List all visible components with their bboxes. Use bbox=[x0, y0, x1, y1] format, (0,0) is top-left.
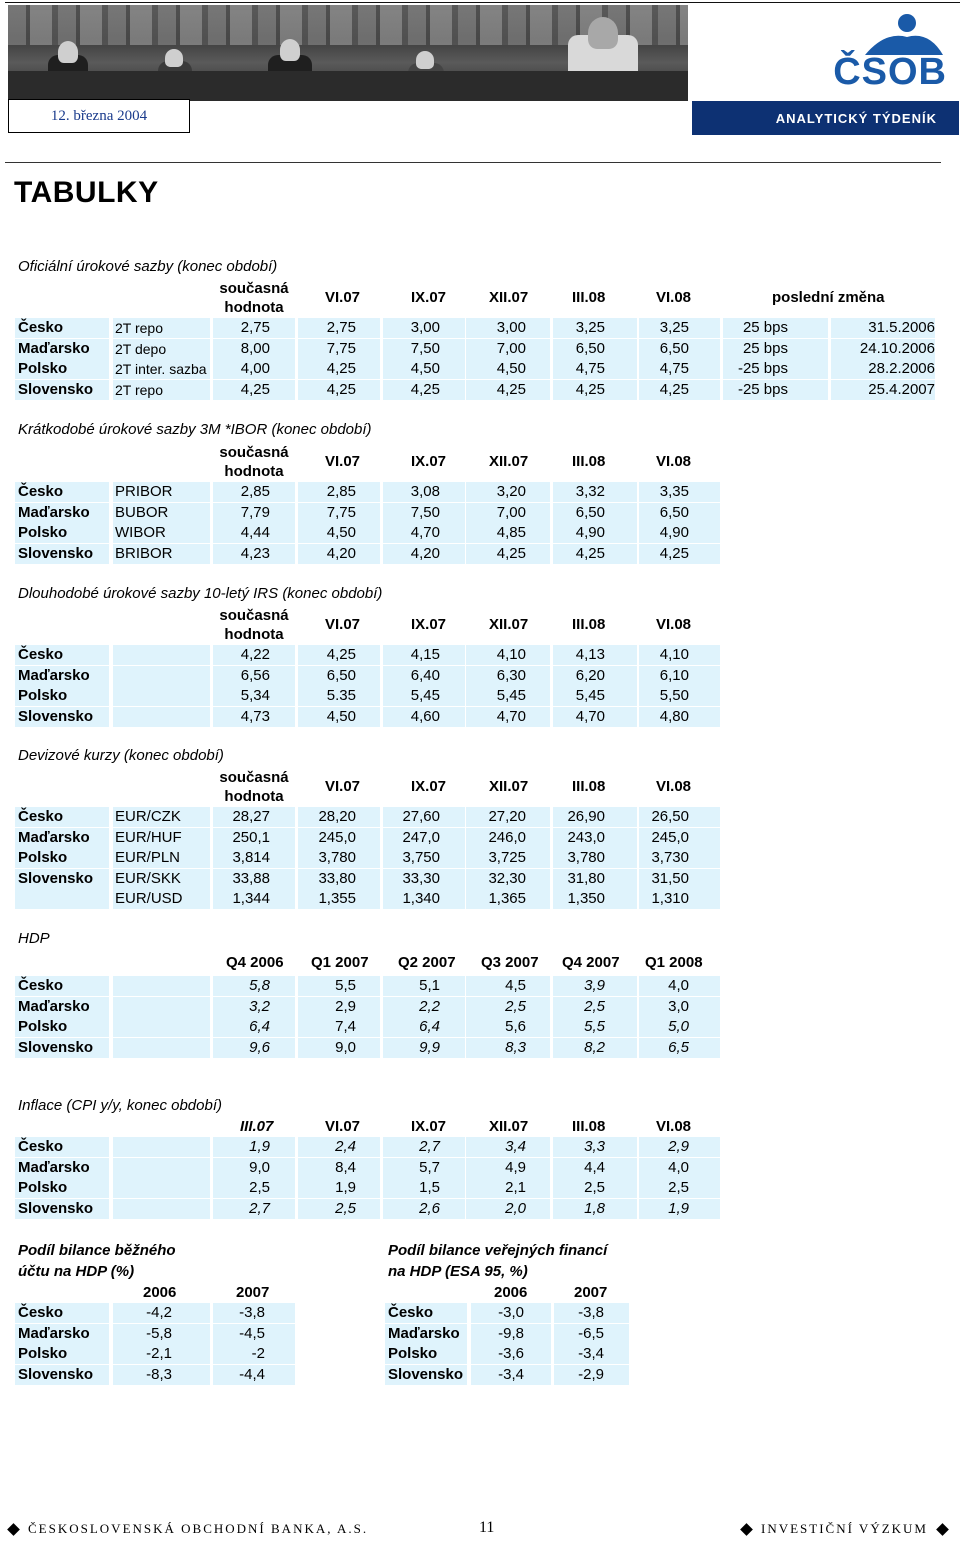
instrument-label: EUR/SKK bbox=[115, 869, 181, 887]
row-highlight bbox=[113, 1137, 210, 1157]
row-highlight bbox=[113, 707, 210, 727]
value-cell: 1,350 bbox=[567, 890, 605, 907]
value-cell: 28,20 bbox=[318, 808, 356, 825]
csob-logo bbox=[692, 5, 959, 101]
value-cell: 4,75 bbox=[659, 360, 689, 377]
value-cell: 247,0 bbox=[402, 828, 440, 846]
value-cell: 6,56 bbox=[240, 666, 270, 684]
value-cell: 3,0 bbox=[668, 997, 689, 1015]
country-label: Maďarsko bbox=[18, 503, 90, 521]
row-highlight bbox=[113, 1017, 210, 1037]
diamond-icon bbox=[740, 1523, 753, 1536]
value-cell: 4,73 bbox=[240, 707, 270, 725]
value-cell: 31,80 bbox=[567, 869, 605, 887]
value-cell: 4,60 bbox=[410, 707, 440, 725]
value-cell: 7,75 bbox=[326, 339, 356, 357]
country-label: Maďarsko bbox=[18, 1324, 90, 1342]
value-cell: 5,34 bbox=[240, 687, 270, 704]
value-cell: 245,0 bbox=[651, 828, 689, 846]
diamond-icon bbox=[7, 1523, 20, 1536]
official-rates-header: IX.07 bbox=[411, 289, 447, 306]
short-rates-header: VI.07 bbox=[325, 453, 361, 470]
short-rates-header: VI.08 bbox=[656, 453, 692, 470]
row-highlight bbox=[113, 645, 210, 665]
value-cell: 2,5 bbox=[584, 997, 605, 1015]
value-cell: 3,780 bbox=[318, 849, 356, 866]
value-cell: -4,4 bbox=[239, 1365, 265, 1383]
last-change-value: -25 bps bbox=[737, 360, 788, 377]
country-label: Česko bbox=[18, 808, 64, 825]
value-cell: 4,70 bbox=[410, 524, 440, 541]
value-cell: 4,25 bbox=[326, 646, 356, 663]
value-cell: 4,90 bbox=[575, 524, 605, 541]
country-label: Polsko bbox=[18, 524, 68, 541]
inflation-header: IX.07 bbox=[411, 1118, 447, 1135]
short-rates-header: IX.07 bbox=[411, 453, 447, 470]
value-cell: 4,00 bbox=[240, 360, 270, 377]
value-cell: -8,3 bbox=[146, 1365, 172, 1383]
value-cell: 5.35 bbox=[326, 687, 356, 704]
country-label: Slovensko bbox=[18, 869, 94, 887]
value-cell: 2,2 bbox=[419, 997, 440, 1015]
country-label: Polsko bbox=[18, 1018, 68, 1035]
value-cell: 33,88 bbox=[232, 869, 270, 887]
value-cell: 33,80 bbox=[318, 869, 356, 887]
value-cell: 1,9 bbox=[668, 1199, 689, 1217]
instrument-label: BRIBOR bbox=[115, 544, 173, 562]
value-cell: 4,50 bbox=[410, 360, 440, 377]
last-change-date: 25.4.2007 bbox=[868, 380, 935, 398]
page-footer bbox=[5, 1516, 955, 1542]
value-cell: 4,25 bbox=[659, 380, 689, 398]
value-cell: 4,25 bbox=[410, 380, 440, 398]
instrument-label: EUR/HUF bbox=[115, 828, 182, 846]
last-change-date: 24.10.2006 bbox=[859, 339, 935, 357]
row-highlight bbox=[113, 686, 210, 706]
value-cell: 5,50 bbox=[659, 687, 689, 704]
value-cell: 4,15 bbox=[410, 646, 440, 663]
value-cell: 5,8 bbox=[249, 977, 270, 994]
value-cell: 2,9 bbox=[668, 1138, 689, 1155]
value-cell: 246,0 bbox=[488, 828, 526, 846]
value-cell: 4,25 bbox=[326, 380, 356, 398]
country-label: Česko bbox=[18, 977, 64, 994]
value-cell: 4,50 bbox=[326, 524, 356, 541]
fx-rates-header-current: současná hodnota bbox=[219, 769, 289, 805]
value-cell: 6,50 bbox=[326, 666, 356, 684]
country-label: Slovensko bbox=[18, 707, 94, 725]
value-cell: 9,6 bbox=[249, 1038, 270, 1056]
last-change-value: 25 bps bbox=[742, 339, 788, 357]
country-label: Slovensko bbox=[18, 544, 94, 562]
value-cell: 5,7 bbox=[419, 1158, 440, 1176]
page-header bbox=[5, 2, 960, 133]
country-label: Česko bbox=[18, 646, 64, 663]
value-cell: 7,50 bbox=[410, 503, 440, 521]
value-cell: 32,30 bbox=[488, 869, 526, 887]
value-cell: 3,35 bbox=[659, 483, 689, 500]
inflation-title: Inflace (CPI y/y, konec období) bbox=[18, 1097, 222, 1114]
value-cell: 4,4 bbox=[584, 1158, 605, 1176]
last-change-date: 31.5.2006 bbox=[868, 319, 935, 336]
inflation-header: VI.08 bbox=[656, 1118, 692, 1135]
value-cell: -6,5 bbox=[578, 1324, 604, 1342]
value-cell: 3,725 bbox=[488, 849, 526, 866]
official-rates-header: VI.07 bbox=[325, 289, 361, 306]
long-rates-header: XII.07 bbox=[489, 616, 529, 633]
value-cell: 1,365 bbox=[488, 890, 526, 907]
value-cell: 2,7 bbox=[249, 1199, 270, 1217]
value-cell: 2,75 bbox=[240, 319, 270, 336]
value-cell: -3,0 bbox=[498, 1304, 524, 1321]
value-cell: 2,5 bbox=[668, 1179, 689, 1196]
value-cell: 8,2 bbox=[584, 1038, 605, 1056]
country-label: Slovensko bbox=[18, 1365, 94, 1383]
value-cell: 3,814 bbox=[232, 849, 270, 866]
long-rates-header-current: současná hodnota bbox=[219, 607, 289, 643]
value-cell: -3,4 bbox=[578, 1345, 604, 1362]
official-rates-title: Oficiální úrokové sazby (konec období) bbox=[18, 258, 278, 275]
row-highlight bbox=[113, 1199, 210, 1219]
public-finance-header: 2006 bbox=[494, 1284, 528, 1301]
value-cell: 6,20 bbox=[575, 666, 605, 684]
value-cell: 4,85 bbox=[496, 524, 526, 541]
value-cell: 8,00 bbox=[240, 339, 270, 357]
long-rates-header: IX.07 bbox=[411, 616, 447, 633]
value-cell: 245,0 bbox=[318, 828, 356, 846]
value-cell: 31,50 bbox=[651, 869, 689, 887]
instrument-label: 2T repo bbox=[115, 320, 163, 336]
header-divider bbox=[5, 162, 941, 163]
value-cell: 7,4 bbox=[335, 1018, 356, 1035]
publication-title: ANALYTICKÝ TÝDENÍK bbox=[692, 101, 959, 135]
country-label: Maďarsko bbox=[18, 666, 90, 684]
instrument-label: EUR/PLN bbox=[115, 849, 181, 866]
fx-rates-header: XII.07 bbox=[489, 778, 529, 795]
current-account-header: 2007 bbox=[236, 1284, 270, 1301]
row-highlight bbox=[113, 666, 210, 686]
country-label: Česko bbox=[18, 1138, 64, 1155]
value-cell: 6,50 bbox=[659, 503, 689, 521]
value-cell: 4,0 bbox=[668, 1158, 689, 1176]
value-cell: 7,00 bbox=[496, 339, 526, 357]
header-photo bbox=[8, 5, 688, 101]
value-cell: 3,08 bbox=[410, 483, 440, 500]
country-label: Polsko bbox=[18, 849, 68, 866]
value-cell: 7,75 bbox=[326, 503, 356, 521]
value-cell: 5,45 bbox=[496, 687, 526, 704]
value-cell: 2,5 bbox=[584, 1179, 605, 1196]
fx-rates-header: III.08 bbox=[572, 778, 606, 795]
value-cell: 27,60 bbox=[402, 808, 440, 825]
value-cell: 5,0 bbox=[668, 1018, 689, 1035]
instrument-label: EUR/CZK bbox=[115, 808, 181, 825]
country-label: Slovensko bbox=[18, 1038, 94, 1056]
long-rates-title: Dlouhodobé úrokové sazby 10-letý IRS (konec období) bbox=[18, 585, 383, 602]
country-label: Česko bbox=[388, 1304, 434, 1321]
value-cell: 27,20 bbox=[488, 808, 526, 825]
value-cell: 4,23 bbox=[240, 544, 270, 562]
current-account-title-1: Podíl bilance běžného bbox=[18, 1242, 176, 1259]
value-cell: 4,25 bbox=[575, 380, 605, 398]
value-cell: 33,30 bbox=[402, 869, 440, 887]
value-cell: 3,3 bbox=[584, 1138, 605, 1155]
value-cell: 2,4 bbox=[335, 1138, 356, 1155]
value-cell: 3,750 bbox=[402, 849, 440, 866]
page-number: 11 bbox=[479, 1519, 495, 1536]
value-cell: -3,4 bbox=[498, 1365, 524, 1383]
value-cell: -4,2 bbox=[146, 1304, 172, 1321]
diamond-icon bbox=[936, 1523, 949, 1536]
value-cell: 4,25 bbox=[240, 380, 270, 398]
value-cell: 2,5 bbox=[249, 1179, 270, 1196]
country-label: Maďarsko bbox=[388, 1324, 460, 1342]
value-cell: -9,8 bbox=[498, 1324, 524, 1342]
value-cell: 6,30 bbox=[496, 666, 526, 684]
value-cell: 6,50 bbox=[659, 339, 689, 357]
country-label: Polsko bbox=[388, 1345, 438, 1362]
value-cell: 4,25 bbox=[496, 380, 526, 398]
value-cell: 3,00 bbox=[410, 319, 440, 336]
country-label: Česko bbox=[18, 1304, 64, 1321]
value-cell: 4,10 bbox=[496, 646, 526, 663]
value-cell: -2,1 bbox=[146, 1345, 172, 1362]
value-cell: 5,45 bbox=[410, 687, 440, 704]
value-cell: 2,9 bbox=[335, 997, 356, 1015]
row-highlight bbox=[113, 1158, 210, 1178]
value-cell: -5,8 bbox=[146, 1324, 172, 1342]
inflation-header: III.08 bbox=[572, 1118, 606, 1135]
short-rates-title: Krátkodobé úrokové sazby 3M *IBOR (konec období) bbox=[18, 421, 372, 438]
value-cell: -3,8 bbox=[239, 1304, 265, 1321]
page-title: TABULKY bbox=[14, 176, 159, 209]
instrument-label: BUBOR bbox=[115, 503, 169, 521]
value-cell: 2,0 bbox=[505, 1199, 526, 1217]
value-cell: 26,50 bbox=[651, 808, 689, 825]
value-cell: 4,25 bbox=[575, 544, 605, 562]
official-rates-header-current: současná hodnota bbox=[219, 280, 289, 316]
value-cell: 4,25 bbox=[326, 360, 356, 377]
country-label: Česko bbox=[18, 319, 64, 336]
country-label: Polsko bbox=[18, 1179, 68, 1196]
public-finance-header: 2007 bbox=[574, 1284, 608, 1301]
value-cell: 5,45 bbox=[575, 687, 605, 704]
value-cell: 7,79 bbox=[240, 503, 270, 521]
inflation-header: III.07 bbox=[240, 1118, 274, 1135]
instrument-label: 2T inter. sazba bbox=[115, 361, 207, 377]
value-cell: 6,10 bbox=[659, 666, 689, 684]
value-cell: 3,25 bbox=[659, 319, 689, 336]
value-cell: -3,6 bbox=[498, 1345, 524, 1362]
value-cell: 6,4 bbox=[249, 1018, 270, 1035]
value-cell: 4,50 bbox=[326, 707, 356, 725]
value-cell: 8,4 bbox=[335, 1158, 356, 1176]
value-cell: 4,10 bbox=[659, 646, 689, 663]
value-cell: 5,5 bbox=[335, 977, 356, 994]
value-cell: 2,5 bbox=[505, 997, 526, 1015]
value-cell: 4,0 bbox=[668, 977, 689, 994]
country-label: Česko bbox=[18, 483, 64, 500]
value-cell: 6,50 bbox=[575, 339, 605, 357]
value-cell: 2,7 bbox=[419, 1138, 440, 1155]
gdp-header: Q3 2007 bbox=[481, 954, 539, 971]
value-cell: 2,1 bbox=[505, 1179, 526, 1196]
brand-name: ČSOB bbox=[833, 51, 947, 93]
value-cell: 3,730 bbox=[651, 849, 689, 866]
country-label: Slovensko bbox=[18, 380, 94, 398]
gdp-header: Q4 2006 bbox=[226, 954, 284, 971]
public-finance-title-1: Podíl bilance veřejných financí bbox=[388, 1242, 608, 1259]
instrument-label: EUR/USD bbox=[115, 890, 183, 907]
value-cell: 2,85 bbox=[326, 483, 356, 500]
value-cell: 1,8 bbox=[584, 1199, 605, 1217]
instrument-label: 2T repo bbox=[115, 381, 163, 398]
value-cell: 26,90 bbox=[567, 808, 605, 825]
value-cell: 3,00 bbox=[496, 319, 526, 336]
value-cell: 6,50 bbox=[575, 503, 605, 521]
value-cell: 3,25 bbox=[575, 319, 605, 336]
official-rates-header: XII.07 bbox=[489, 289, 529, 306]
value-cell: 1,5 bbox=[419, 1179, 440, 1196]
country-label: Polsko bbox=[18, 687, 68, 704]
value-cell: 5,1 bbox=[419, 977, 440, 994]
instrument-label: WIBOR bbox=[115, 524, 166, 541]
gdp-title: HDP bbox=[18, 930, 50, 947]
inflation-header: XII.07 bbox=[489, 1118, 529, 1135]
value-cell: 3,9 bbox=[584, 977, 605, 994]
value-cell: 2,5 bbox=[335, 1199, 356, 1217]
value-cell: 2,6 bbox=[419, 1199, 440, 1217]
value-cell: 1,9 bbox=[249, 1138, 270, 1155]
value-cell: 1,310 bbox=[651, 890, 689, 907]
value-cell: -2 bbox=[251, 1345, 265, 1362]
value-cell: 4,90 bbox=[659, 524, 689, 541]
value-cell: 3,2 bbox=[249, 997, 270, 1015]
value-cell: 6,5 bbox=[668, 1038, 689, 1056]
value-cell: 4,50 bbox=[496, 360, 526, 377]
value-cell: 3,20 bbox=[496, 483, 526, 500]
value-cell: 6,40 bbox=[410, 666, 440, 684]
fx-rates-header: VI.07 bbox=[325, 778, 361, 795]
gdp-header: Q4 2007 bbox=[562, 954, 620, 971]
long-rates-header: III.08 bbox=[572, 616, 606, 633]
value-cell: 9,9 bbox=[419, 1038, 440, 1056]
official-rates-header-last-change: poslední změna bbox=[772, 289, 885, 306]
long-rates-header: VI.07 bbox=[325, 616, 361, 633]
value-cell: 1,9 bbox=[335, 1179, 356, 1196]
instrument-label: 2T depo bbox=[115, 340, 167, 357]
fx-rates-header: IX.07 bbox=[411, 778, 447, 795]
value-cell: 4,80 bbox=[659, 707, 689, 725]
value-cell: 4,25 bbox=[659, 544, 689, 562]
value-cell: -2,9 bbox=[578, 1365, 604, 1383]
value-cell: 3,32 bbox=[575, 483, 605, 500]
value-cell: 250,1 bbox=[232, 828, 270, 846]
value-cell: 1,355 bbox=[318, 890, 356, 907]
value-cell: 28,27 bbox=[232, 808, 270, 825]
country-label: Maďarsko bbox=[18, 339, 90, 357]
value-cell: 4,70 bbox=[575, 707, 605, 725]
row-highlight bbox=[113, 976, 210, 996]
value-cell: 8,3 bbox=[505, 1038, 526, 1056]
country-label: Polsko bbox=[18, 1345, 68, 1362]
short-rates-header-current: současná hodnota bbox=[219, 444, 289, 480]
value-cell: 1,340 bbox=[402, 890, 440, 907]
gdp-header: Q1 2007 bbox=[311, 954, 369, 971]
value-cell: -3,8 bbox=[578, 1304, 604, 1321]
value-cell: 6,4 bbox=[419, 1018, 440, 1035]
value-cell: 4,9 bbox=[505, 1158, 526, 1176]
value-cell: 4,22 bbox=[240, 646, 270, 663]
value-cell: -4,5 bbox=[239, 1324, 265, 1342]
short-rates-header: XII.07 bbox=[489, 453, 529, 470]
official-rates-header: III.08 bbox=[572, 289, 606, 306]
value-cell: 2,85 bbox=[240, 483, 270, 500]
value-cell: 9,0 bbox=[335, 1038, 356, 1056]
fx-rates-header: VI.08 bbox=[656, 778, 692, 795]
value-cell: 4,25 bbox=[496, 544, 526, 562]
inflation-header: VI.07 bbox=[325, 1118, 361, 1135]
value-cell: 1,344 bbox=[232, 890, 270, 907]
country-label: Slovensko bbox=[18, 1199, 94, 1217]
country-label: Slovensko bbox=[388, 1365, 464, 1383]
country-label: Polsko bbox=[18, 360, 68, 377]
value-cell: 4,70 bbox=[496, 707, 526, 725]
row-highlight bbox=[15, 889, 109, 909]
fx-rates-title: Devizové kurzy (konec období) bbox=[18, 747, 224, 764]
last-change-date: 28.2.2006 bbox=[868, 360, 935, 377]
value-cell: 4,5 bbox=[505, 977, 526, 994]
short-rates-header: III.08 bbox=[572, 453, 606, 470]
value-cell: 4,75 bbox=[575, 360, 605, 377]
value-cell: 4,20 bbox=[410, 544, 440, 562]
footer-left: ČESKOSLOVENSKÁ OBCHODNÍ BANKA, A.S. bbox=[9, 1521, 368, 1537]
value-cell: 4,44 bbox=[240, 524, 270, 541]
current-account-title-2: účtu na HDP (%) bbox=[18, 1263, 135, 1280]
gdp-header: Q1 2008 bbox=[645, 954, 703, 971]
value-cell: 7,00 bbox=[496, 503, 526, 521]
value-cell: 4,13 bbox=[575, 646, 605, 663]
row-highlight bbox=[113, 1178, 210, 1198]
value-cell: 243,0 bbox=[567, 828, 605, 846]
value-cell: 9,0 bbox=[249, 1158, 270, 1176]
country-label: Maďarsko bbox=[18, 1158, 90, 1176]
footer-right: INVESTIČNÍ VÝZKUM bbox=[742, 1521, 947, 1537]
value-cell: 7,50 bbox=[410, 339, 440, 357]
instrument-label: PRIBOR bbox=[115, 483, 173, 500]
value-cell: 2,75 bbox=[326, 319, 356, 336]
current-account-header: 2006 bbox=[143, 1284, 177, 1301]
value-cell: 5,6 bbox=[505, 1018, 526, 1035]
country-label: Maďarsko bbox=[18, 828, 90, 846]
value-cell: 4,20 bbox=[326, 544, 356, 562]
official-rates-header: VI.08 bbox=[656, 289, 692, 306]
row-highlight bbox=[113, 997, 210, 1017]
public-finance-title-2: na HDP (ESA 95, %) bbox=[388, 1263, 528, 1280]
value-cell: 3,4 bbox=[505, 1138, 526, 1155]
row-highlight bbox=[113, 1038, 210, 1058]
gdp-header: Q2 2007 bbox=[398, 954, 456, 971]
value-cell: 5,5 bbox=[584, 1018, 605, 1035]
long-rates-header: VI.08 bbox=[656, 616, 692, 633]
value-cell: 3,780 bbox=[567, 849, 605, 866]
issue-date: 12. března 2004 bbox=[8, 99, 190, 133]
last-change-value: 25 bps bbox=[742, 319, 788, 336]
country-label: Maďarsko bbox=[18, 997, 90, 1015]
last-change-value: -25 bps bbox=[737, 380, 788, 398]
